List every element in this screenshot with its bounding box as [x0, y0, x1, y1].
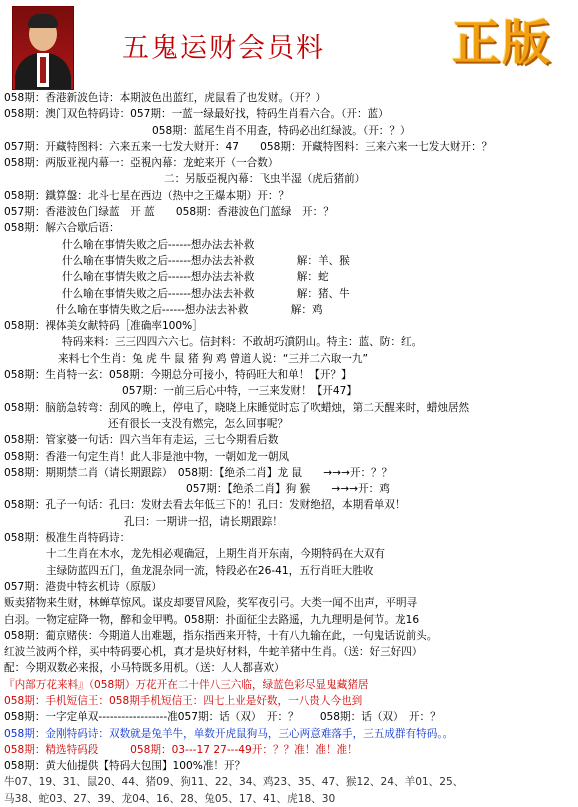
text-line: 058期：两版亚视内幕一：亞視內幕：龙蛇来开（一合数）	[4, 157, 279, 170]
text-line: 058期：裸体美女献特码［准确率100%］	[4, 320, 203, 333]
text-line: 058期：解六合歇后语：	[4, 222, 120, 235]
text-line: 058期：一字定单双------------------准057期：话（双） 开：？ 058期：话（双） 开：？	[4, 711, 441, 724]
text-line: 什么喻在事情失败之后------想办法去补救 解：羊、猴	[62, 254, 350, 267]
text-line: 白羽。一物定症降一物，醉和金甲鸭。058期：扑面征尘去路遥，九九理明是何节。龙16	[4, 613, 420, 626]
text-line: 057期：一前三后心中特，一三来发财！【开47】	[122, 385, 357, 398]
text-line: 058期：手机短信王：058期手机短信王：四七上业是好数，一八贵人今也到	[4, 694, 363, 707]
text-line: 058期：期期禁二肖（请长期跟踪） 058期：【绝杀二肖】龙 鼠 →→→开：？？	[4, 466, 393, 479]
text-line: 058期：极准生肖特码诗：	[4, 532, 131, 545]
page-header	[0, 0, 578, 90]
text-line: 058期：香港一句定生肖！此人非是池中物，一朝如龙一朝凤	[4, 450, 290, 463]
text-line: 什么喻在事情失败之后------想办法去补救 解：猪、牛	[62, 287, 350, 300]
text-line: 什么喻在事情失败之后------想办法去补救 解：蛇	[62, 271, 329, 284]
text-line: 贩卖猪物来生财，林蝉草惊风。谋皮却要冒风险，奖军夜引弓。大类一闻不出声，平明寻	[4, 597, 418, 610]
hair-shape	[28, 14, 58, 28]
document-body	[4, 90, 574, 807]
portrait-photo	[12, 6, 74, 90]
text-line: 058期：鐵算盤：北斗七星在西边（热中之王爆本期）开：？	[4, 189, 290, 202]
text-line: 058期：金刚特码诗：双数就是兔羊牛，单数开虎鼠狗马，三心两意难落手，三五成群有特码。。	[4, 727, 454, 740]
text-line: 孔曰：一期讲一招，请长期跟踪！	[124, 515, 283, 528]
text-line: 还有很长一支没有燃完，怎么回事呢？	[108, 417, 289, 430]
text-line: 058期：孔子一句话：孔曰：发财去看去年低三下的！孔曰：发财绝招，本期看单双！	[4, 499, 406, 512]
text-line: 058期：精选特码段 058期：03---17 27---49开：？？准！准！准！	[4, 743, 358, 756]
tie-shape	[40, 57, 46, 83]
text-line: 十二生肖在木水，龙先相必观确冠，上期生肖开东南，今期特码在大双有	[46, 548, 385, 561]
text-line: 主绿防蓝四五门，鱼龙混杂同一流，特段必在26-41，五行肖旺大胜收	[46, 564, 374, 577]
authentic-stamp: 正版	[452, 15, 553, 71]
text-line: 配：今期双数必来报，小马特既多用机。（送：人人都喜欢）	[4, 662, 285, 675]
text-line: 058期：脑筋急转弯：刮风的晚上，停电了，晓晓上床睡觉时忘了吹蜡烛，第二天醒来时，蜡烛居然	[4, 401, 470, 414]
text-line: 058期：生肖特一玄：058期：今期总分可接小，特码旺大和单！【开？】	[4, 369, 352, 382]
text-line: 057期：香港波色门绿蓝 开 蓝 058期：香港波色门蓝绿 开：？	[4, 206, 334, 219]
text-line: 058期：香港新波色诗：本期波色出蓝红，虎鼠看了也发财。（开？）	[4, 92, 327, 104]
text-line: 什么喻在事情失败之后------想办法去补救 解：鸡	[56, 303, 323, 316]
text-line: 特码来料：三三四四六六七。信封料：不敢胡巧濆阴山。特主：蓝、防：红。	[62, 336, 423, 349]
text-line: 马38、蛇03、27、39、龙04、16、28、兔05、17、41、虎18、30	[4, 792, 336, 805]
text-line: 来料七个生肖：兔 虎 牛 鼠 猪 狗 鸡 曾道人说：“三并二六取一九”	[58, 352, 368, 365]
text-line: 058期：黄大仙提供【特码大包围】100%准！开？	[4, 760, 246, 773]
text-line: 『内部万花来料』（058期）万花开在二十伴八三六临，绿蓝色彩尽显鬼藏猪居	[4, 678, 369, 691]
text-line: 057期：港贵中特玄机诗（原版）	[4, 580, 162, 593]
text-line: 057期：开藏特图料：六来五来一七发大财开：47 058期：开藏特图料：三来六来一七发大财开：？	[4, 140, 493, 153]
text-line: 058期：管家婆一句话：四六当年有走运，三七今期看后数	[4, 434, 279, 447]
text-line: 什么喻在事情失败之后------想办法去补救	[62, 238, 255, 251]
text-line: 牛07、19、31、鼠20、44、猪09、狗11、22、34、鸡23、35、47、猴12、24、羊01、25、	[4, 776, 464, 789]
page-title: 五鬼运财会员料	[122, 33, 325, 64]
text-line: 红波兰波两个样，买中特码要心机，真才是块好材料，牛蛇羊猪中生肖。（送：好三好四）	[4, 646, 423, 659]
text-line: 057期：【绝杀二肖】狗 猴 →→→开：鸡	[186, 483, 390, 496]
text-line: 二：另版亞視內幕：飞虫半湿（虎后猪前）	[164, 173, 366, 186]
text-line: 058期：葡京赌侠：今期道人出难题，指东指西来开特，十有八九输在此，一句鬼话说前头。	[4, 629, 438, 642]
text-line: 058期：澳门双色特码诗：057期：一蓝一绿最好找，特码生肖看六合。（开：蓝）	[4, 108, 389, 121]
text-line: 058期：蓝尾生肖不用查，特码必出红绿波。（开：？）	[152, 124, 411, 137]
